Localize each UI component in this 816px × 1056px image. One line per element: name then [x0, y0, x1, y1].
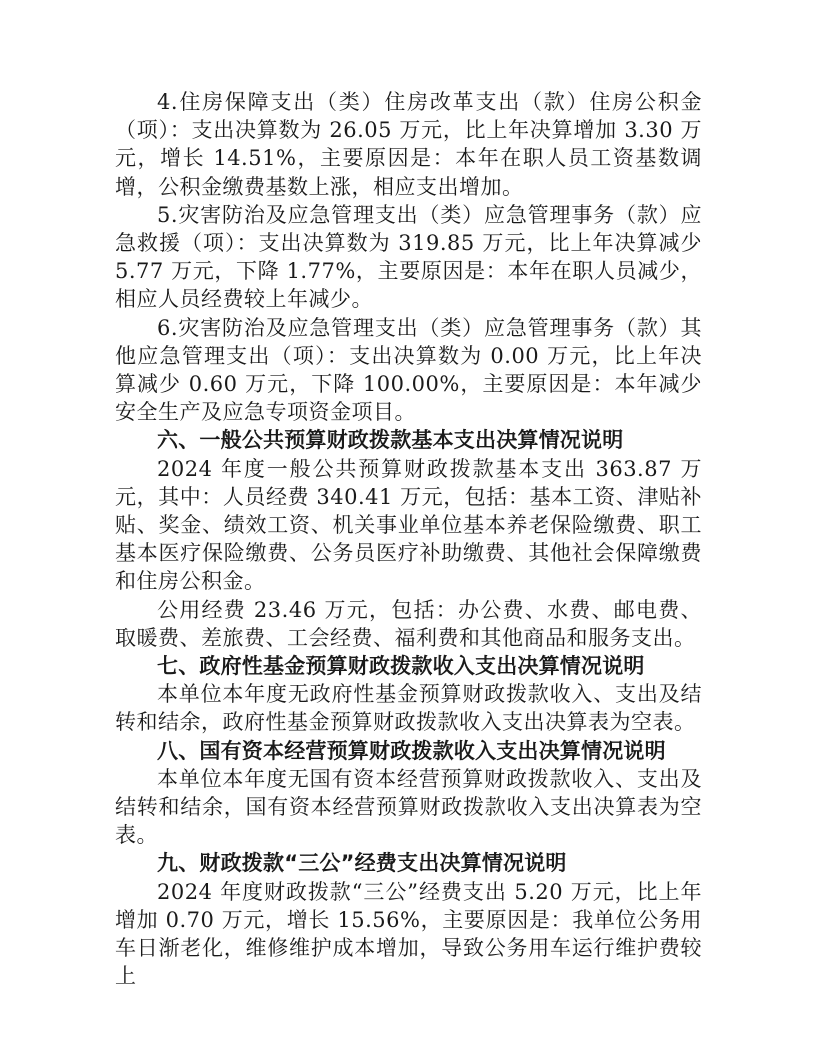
- section-heading: 六、一般公共预算财政拨款基本支出决算情况说明: [157, 428, 624, 453]
- paragraph: 6.灾害防治及应急管理支出（类）应急管理事务（款）其他应急管理支出（项）：支出决算数为 0.00 万元，比上年决算减少 0.60 万元，下降 100.00%，主要原因是：本年减少安全生产及应急专项资金项目。: [115, 315, 702, 425]
- paragraph: 公用经费 23.46 万元，包括：办公费、水费、邮电费、取暖费、差旅费、工会经费、福利费和其他商品和服务支出。: [115, 597, 702, 650]
- document-body: [115, 88, 702, 991]
- section-heading: 七、政府性基金预算财政拨款收入支出决算情况说明: [157, 654, 645, 679]
- paragraph: 本单位本年度无国有资本经营预算财政拨款收入、支出及结转和结余，国有资本经营预算财政拨款收入支出决算表为空表。: [115, 766, 702, 848]
- section-heading: 八、国有资本经营预算财政拨款收入支出决算情况说明: [157, 738, 666, 763]
- paragraph: 5.灾害防治及应急管理支出（类）应急管理事务（款）应急救援（项）：支出决算数为 319.85 万元，比上年决算减少 5.77 万元，下降 1.77%，主要原因是：本年在职人员减少，相应人员经费较上年减少。: [115, 202, 702, 312]
- paragraph: 本单位本年度无政府性基金预算财政拨款收入、支出及结转和结余，政府性基金预算财政拨款收入支出决算表为空表。: [115, 682, 702, 735]
- section-heading: 九、财政拨款“三公”经费支出决算情况说明: [157, 851, 567, 876]
- paragraph: 2024 年度一般公共预算财政拨款基本支出 363.87 万元，其中：人员经费 340.41 万元，包括：基本工资、津贴补贴、奖金、绩效工资、机关事业单位基本养老保险缴费、职工基本医疗保险缴费、公务员医疗补助缴费、其他社会保障缴费和住房公积金。: [115, 456, 702, 594]
- paragraph: 4.住房保障支出（类）住房改革支出（款）住房公积金（项）：支出决算数为 26.05 万元，比上年决算增加 3.30 万元，增长 14.51%，主要原因是：本年在职人员工资基数调增，公积金缴费基数上涨，相应支出增加。: [115, 90, 702, 199]
- paragraph: 2024 年度财政拨款“三公”经费支出 5.20 万元，比上年增加 0.70 万元，增长 15.56%，主要原因是：我单位公务用车日渐老化，维修维护成本增加，导致公务用车运行维护费较上: [115, 879, 702, 989]
